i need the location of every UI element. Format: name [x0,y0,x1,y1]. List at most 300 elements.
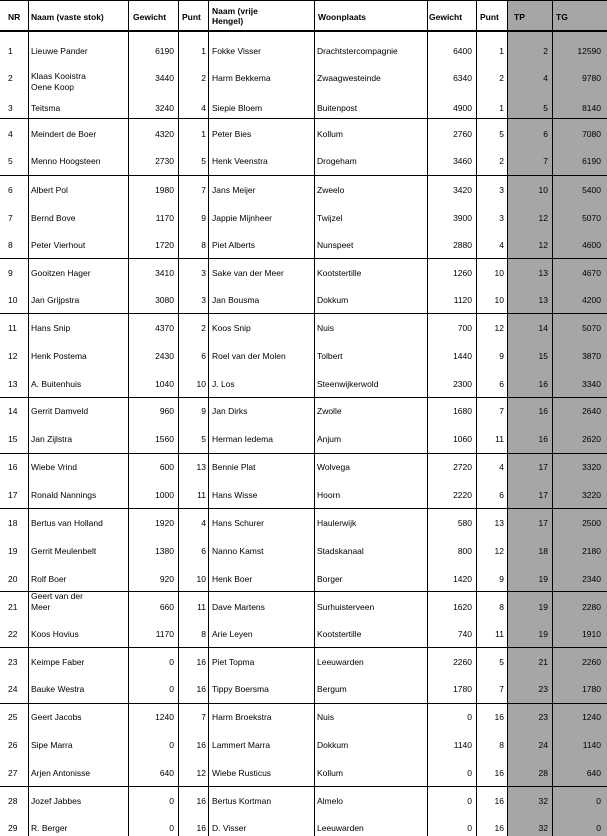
cell-gewicht2: 3900 [453,213,472,223]
cell-tg: 3870 [582,351,601,361]
cell-nr: 14 [8,406,18,416]
cell-nr: 11 [8,323,17,333]
cell-tg: 3340 [582,379,601,389]
cell-naam-vast: Rolf Boer [31,574,67,584]
cell-tp: 14 [538,323,548,333]
cell-naam-vrij: Bennie Plat [212,462,256,472]
cell-woonplaats: Almelo [317,796,343,806]
cell-gewicht2: 2720 [453,462,472,472]
cell-punt1: 8 [201,629,206,639]
cell-naam-vast: Albert Pol [31,185,68,195]
cell-gewicht2: 1680 [453,406,472,416]
cell-tg: 2640 [582,406,601,416]
cell-nr: 9 [8,268,13,278]
cell-woonplaats: Nuis [317,323,335,333]
cell-nr: 13 [8,379,18,389]
cell-woonplaats: Nuis [317,712,335,722]
cell-gewicht1: 1040 [155,379,174,389]
cell-woonplaats: Tolbert [317,351,343,361]
cell-punt2: 1 [499,46,504,56]
cell-punt2: 2 [499,73,504,83]
cell-naam-vrij: Jans Meijer [212,185,256,195]
cell-woonplaats: Zweelo [317,185,345,195]
cell-gewicht2: 6400 [453,46,472,56]
cell-gewicht2: 0 [467,712,472,722]
cell-woonplaats: Drogeham [317,156,357,166]
cell-naam-vast: Jan Zijlstra [31,434,73,444]
cell-tp: 19 [538,629,548,639]
cell-tg: 4200 [582,295,601,305]
cell-gewicht1: 1920 [155,518,174,528]
cell-naam-vrij: Herman Iedema [212,434,273,444]
cell-naam-vast: Bertus van Holland [31,518,103,528]
row-group-separator [0,118,607,119]
cell-punt2: 6 [499,379,504,389]
cell-naam-vrij: Koos Snip [212,323,251,333]
cell-punt2: 11 [495,629,504,639]
cell-gewicht1: 1380 [155,546,174,556]
cell-gewicht2: 1440 [453,351,472,361]
cell-woonplaats: Kollum [317,768,343,778]
cell-gewicht2: 2760 [453,129,472,139]
column-divider [476,0,477,836]
cell-woonplaats: Anjum [317,434,342,444]
cell-punt1: 4 [201,518,206,528]
cell-naam-vrij: Jan Dirks [212,406,248,416]
cell-tp: 4 [543,73,548,83]
column-divider [427,0,428,836]
cell-tp: 16 [538,406,548,416]
cell-tg: 1910 [582,629,601,639]
cell-tp: 19 [538,574,548,584]
cell-naam-vast: Meindert de Boer [31,129,97,139]
cell-naam-vrij: Jappie Mijnheer [212,213,273,223]
cell-woonplaats: Leeuwarden [317,657,364,667]
cell-naam-vrij: Henk Boer [212,574,253,584]
cell-tg: 9780 [582,73,601,83]
cell-nr: 27 [8,768,18,778]
column-divider [314,0,315,836]
cell-punt1: 6 [201,546,206,556]
cell-gewicht1: 2730 [155,156,174,166]
cell-tp: 19 [538,602,548,612]
cell-punt1: 11 [197,490,206,500]
column-divider [28,0,29,836]
header-rule [0,30,607,32]
cell-woonplaats: Nunspeet [317,240,354,250]
cell-woonplaats: Kollum [317,129,343,139]
cell-tp: 16 [538,434,548,444]
cell-naam-vrij: Bertus Kortman [212,796,272,806]
cell-woonplaats: Zwolle [317,406,342,416]
cell-naam-vast: Gooitzen Hager [31,268,91,278]
cell-tp: 17 [538,490,548,500]
cell-gewicht1: 0 [169,740,174,750]
cell-tp: 12 [538,240,548,250]
cell-naam-vrij: Harm Bekkema [212,73,271,83]
cell-nr: 6 [8,185,13,195]
cell-tg: 2500 [582,518,601,528]
cell-gewicht1: 920 [159,574,174,584]
cell-woonplaats: Surhuisterveen [317,602,375,612]
cell-woonplaats: Hoorn [317,490,341,500]
row-group-separator [0,175,607,176]
cell-nr: 20 [8,574,18,584]
cell-nr: 29 [8,823,18,833]
cell-naam-vrij: Henk Veenstra [212,156,268,166]
cell-naam-vast: Henk Postema [31,351,87,361]
cell-tp: 2 [543,46,548,56]
cell-gewicht2: 1620 [453,602,472,612]
cell-gewicht1: 3440 [155,73,174,83]
cell-tg: 1140 [582,740,601,750]
cell-woonplaats: Twijzel [317,213,343,223]
cell-nr: 24 [8,684,18,694]
cell-woonplaats: Kootstertille [317,629,362,639]
cell-tg: 3320 [582,462,601,472]
cell-punt1: 16 [196,796,206,806]
cell-tp: 24 [538,740,548,750]
cell-naam-vrij: Peter Bies [212,129,252,139]
cell-nr: 28 [8,796,18,806]
cell-nr: 4 [8,129,13,139]
cell-punt1: 16 [196,823,206,833]
cell-tp: 17 [538,462,548,472]
cell-naam-vrij: Jan Bousma [212,295,260,305]
cell-gewicht1: 3410 [155,268,174,278]
cell-gewicht2: 3420 [453,185,472,195]
cell-punt2: 4 [499,462,504,472]
cell-punt2: 5 [499,657,504,667]
cell-gewicht2: 3460 [453,156,472,166]
cell-tp: 13 [538,295,548,305]
cell-gewicht2: 1140 [453,740,472,750]
header-gewicht-2: Gewicht [429,12,463,22]
cell-gewicht2: 1120 [453,295,472,305]
cell-naam-vrij: Lammert Marra [212,740,271,750]
cell-nr: 15 [8,434,18,444]
cell-tp: 28 [538,768,548,778]
cell-naam-vast: Koos Hovius [31,629,79,639]
header-punt-1: Punt [182,12,201,22]
cell-naam-vast: Arjen Antonisse [31,768,91,778]
cell-naam-vast: A. Buitenhuis [31,379,82,389]
header-naam-vaste-stok: Naam (vaste stok) [31,12,104,22]
cell-punt1: 16 [196,740,206,750]
cell-naam-vast: Klaas Kooistra [31,71,86,81]
cell-nr: 22 [8,629,18,639]
cell-punt1: 12 [196,768,206,778]
cell-punt2: 8 [499,740,504,750]
row-group-separator [0,313,607,314]
cell-naam-vast-extra: Meer [31,602,51,612]
cell-tp: 16 [538,379,548,389]
header-punt-2: Punt [480,12,499,22]
cell-tp: 17 [538,518,548,528]
cell-tg: 0 [596,796,601,806]
cell-naam-vast: Lieuwe Pander [31,46,88,56]
cell-gewicht2: 800 [457,546,472,556]
cell-naam-vrij: D. Visser [212,823,247,833]
cell-tg: 2180 [582,546,601,556]
cell-punt2: 5 [499,129,504,139]
header-naam-vrije-hengel: Naam (vrije Hengel) [212,6,258,26]
cell-punt2: 2 [499,156,504,166]
cell-punt2: 9 [499,574,504,584]
cell-nr: 3 [8,103,13,113]
cell-punt1: 7 [201,712,206,722]
cell-tg: 7080 [582,129,601,139]
cell-naam-vast: Wiebe Vrind [31,462,77,472]
cell-naam-vrij: Arie Leyen [212,629,253,639]
cell-naam-vrij: Fokke Visser [212,46,261,56]
cell-nr: 25 [8,712,18,722]
column-divider [507,0,508,836]
cell-gewicht1: 1720 [155,240,174,250]
cell-punt1: 13 [196,462,206,472]
cell-punt1: 5 [201,434,206,444]
cell-gewicht1: 2430 [155,351,174,361]
cell-naam-vast: Menno Hoogsteen [31,156,101,166]
cell-punt1: 10 [196,574,206,584]
cell-punt2: 4 [499,240,504,250]
cell-naam-vrij: Dave Martens [212,602,265,612]
row-group-separator [0,453,607,454]
cell-woonplaats: Dokkum [317,295,349,305]
cell-gewicht2: 2300 [453,379,472,389]
cell-woonplaats: Steenwijkerwold [317,379,379,389]
cell-punt1: 3 [201,295,206,305]
cell-woonplaats: Drachtstercompagnie [317,46,398,56]
cell-punt2: 13 [494,518,504,528]
cell-nr: 19 [8,546,18,556]
cell-gewicht1: 1000 [155,490,174,500]
cell-naam-vrij: J. Los [212,379,235,389]
cell-tg: 6190 [582,156,601,166]
cell-naam-vrij: Piet Alberts [212,240,255,250]
cell-gewicht1: 3080 [155,295,174,305]
column-divider [178,0,179,836]
cell-punt1: 10 [196,379,206,389]
cell-punt2: 16 [494,768,504,778]
cell-naam-vrij: Harm Broekstra [212,712,272,722]
cell-naam-vast: Teitsma [31,103,61,113]
cell-nr: 1 [8,46,13,56]
cell-punt2: 3 [499,185,504,195]
cell-tp: 23 [538,712,548,722]
cell-punt1: 7 [201,185,206,195]
cell-punt2: 16 [494,796,504,806]
row-group-separator [0,258,607,259]
cell-naam-vast: Sipe Marra [31,740,73,750]
cell-tp: 13 [538,268,548,278]
cell-tg: 1780 [582,684,601,694]
cell-naam-vast: Ronald Nannings [31,490,97,500]
cell-punt2: 10 [494,295,504,305]
cell-punt1: 2 [201,323,206,333]
cell-punt2: 11 [495,434,504,444]
cell-nr: 2 [8,73,13,83]
cell-gewicht2: 0 [467,796,472,806]
cell-gewicht2: 2260 [453,657,472,667]
cell-gewicht2: 2880 [453,240,472,250]
cell-punt2: 8 [499,602,504,612]
cell-punt1: 5 [201,156,206,166]
cell-woonplaats: Kootstertille [317,268,362,278]
row-group-separator [0,786,607,787]
cell-tg: 640 [586,768,601,778]
cell-nr: 26 [8,740,18,750]
cell-tg: 8140 [582,103,601,113]
cell-tp: 18 [538,546,548,556]
cell-gewicht2: 6340 [453,73,472,83]
cell-woonplaats: Borger [317,574,343,584]
cell-gewicht2: 1260 [453,268,472,278]
cell-punt1: 2 [201,73,206,83]
column-divider [128,0,129,836]
cell-tp: 10 [538,185,548,195]
cell-punt1: 11 [197,602,206,612]
cell-punt1: 8 [201,240,206,250]
cell-naam-vrij: Hans Wisse [212,490,258,500]
cell-gewicht1: 1980 [155,185,174,195]
cell-tg: 3220 [582,490,601,500]
cell-punt2: 12 [494,546,504,556]
cell-naam-vrij: Wiebe Rusticus [212,768,272,778]
cell-gewicht1: 960 [159,406,174,416]
cell-gewicht1: 0 [169,684,174,694]
cell-punt2: 12 [494,323,504,333]
cell-nr: 10 [8,295,18,305]
cell-naam-vast: Gerrit Damveld [31,406,89,416]
cell-gewicht1: 0 [169,796,174,806]
cell-tp: 5 [543,103,548,113]
cell-tp: 12 [538,213,548,223]
cell-woonplaats: Bergum [317,684,347,694]
cell-punt2: 7 [499,406,504,416]
cell-naam-vrij: Nanno Kamst [212,546,264,556]
cell-punt2: 10 [494,268,504,278]
cell-nr: 17 [8,490,18,500]
cell-tg: 2340 [582,574,601,584]
cell-naam-vast: Jozef Jabbes [31,796,82,806]
cell-punt1: 1 [201,46,206,56]
cell-naam-vast: Keimpe Faber [31,657,85,667]
row-group-separator [0,397,607,398]
cell-gewicht1: 4320 [155,129,174,139]
cell-nr: 12 [8,351,18,361]
cell-tg: 12590 [577,46,601,56]
cell-punt1: 3 [201,268,206,278]
cell-punt1: 4 [201,103,206,113]
cell-woonplaats: Stadskanaal [317,546,364,556]
cell-gewicht2: 2220 [453,490,472,500]
cell-gewicht2: 0 [467,823,472,833]
cell-nr: 7 [8,213,13,223]
cell-tg: 5400 [582,185,601,195]
cell-tg: 1240 [582,712,601,722]
cell-nr: 21 [8,602,18,612]
cell-gewicht1: 1560 [155,434,174,444]
header-gewicht-1: Gewicht [133,12,167,22]
cell-naam-vrij: Siepie Bloem [212,103,263,113]
row-group-separator [0,591,607,592]
cell-naam-vrij: Hans Schurer [212,518,264,528]
cell-gewicht2: 700 [457,323,472,333]
cell-gewicht1: 4370 [155,323,174,333]
cell-gewicht2: 580 [457,518,472,528]
cell-naam-vrij: Roel van der Molen [212,351,286,361]
cell-nr: 18 [8,518,18,528]
header-tg: TG [556,12,568,22]
cell-punt1: 9 [201,213,206,223]
cell-woonplaats: Haulerwijk [317,518,357,528]
cell-gewicht2: 1780 [453,684,472,694]
cell-naam-vast: Hans Snip [31,323,71,333]
cell-naam-vast: Gerrit Meulenbelt [31,546,97,556]
cell-gewicht2: 740 [457,629,472,639]
totals-column-shading [507,0,607,836]
row-group-separator [0,703,607,704]
cell-naam-vrij: Tippy Boersma [212,684,269,694]
cell-tp: 7 [543,156,548,166]
cell-gewicht1: 640 [159,768,174,778]
cell-naam-vrij: Sake van der Meer [212,268,284,278]
cell-gewicht1: 660 [159,602,174,612]
cell-naam-vast-extra: Oene Koop [31,82,75,92]
cell-gewicht2: 1060 [453,434,472,444]
cell-gewicht1: 1170 [155,629,174,639]
cell-woonplaats: Buitenpost [317,103,358,113]
cell-tg: 5070 [582,213,601,223]
cell-gewicht1: 3240 [155,103,174,113]
cell-tg: 4600 [582,240,601,250]
cell-tp: 23 [538,684,548,694]
cell-naam-vast: Bauke Westra [31,684,85,694]
cell-naam-vast: Geert Jacobs [31,712,82,722]
cell-punt2: 3 [499,213,504,223]
cell-gewicht1: 6190 [155,46,174,56]
header-nr: NR [8,12,21,22]
cell-punt1: 9 [201,406,206,416]
cell-gewicht1: 1240 [155,712,174,722]
row-group-separator [0,508,607,509]
cell-tp: 21 [538,657,548,667]
cell-gewicht2: 0 [467,768,472,778]
cell-tg: 2620 [582,434,601,444]
cell-tg: 5070 [582,323,601,333]
cell-punt1: 16 [196,657,206,667]
cell-punt2: 7 [499,684,504,694]
cell-punt2: 6 [499,490,504,500]
cell-nr: 8 [8,240,13,250]
cell-woonplaats: Leeuwarden [317,823,364,833]
cell-tg: 0 [596,823,601,833]
cell-gewicht1: 0 [169,823,174,833]
cell-punt1: 1 [201,129,206,139]
cell-nr: 23 [8,657,18,667]
cell-tg: 4670 [582,268,601,278]
cell-gewicht1: 0 [169,657,174,667]
cell-naam-vast: Jan Grijpstra [31,295,80,305]
cell-gewicht1: 1170 [155,213,174,223]
cell-naam-vrij: Piet Topma [212,657,255,667]
cell-punt2: 16 [494,823,504,833]
cell-punt2: 1 [499,103,504,113]
column-divider [208,0,209,836]
cell-punt1: 16 [196,684,206,694]
cell-tg: 2280 [582,602,601,612]
